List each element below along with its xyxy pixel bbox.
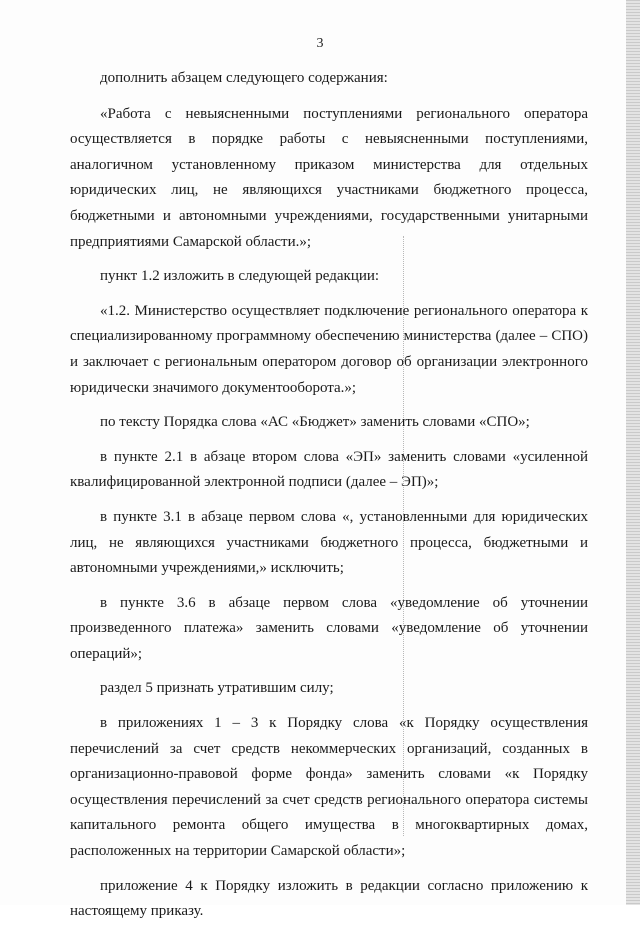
paragraph: дополнить абзацем следующего содержания: [100,70,388,86]
paragraph: «Работа с невыясненными поступлениями регионального оператора осуществляется в порядке работы с невыясненными поступлениями, аналогичном установленному приказом министерства для отдельных юридических лиц, не являющихся участниками бюджетного процесса, бюджетными и автономными учреждениями, государственными унитарными предприятиями Самарской области.»; [70,105,588,250]
scan-edge-pattern [626,0,640,905]
page-number: 3 [316,36,324,51]
document-body [70,66,588,925]
paragraph: приложение 4 к Порядку изложить в редакции согласно приложению к настоящему приказу. [70,877,588,920]
paragraph: в пункте 3.1 в абзаце первом слова «, установленными для юридических лиц, не являющихся участниками бюджетного процесса, бюджетными и автономными учреждениями,» исключить; [70,508,588,577]
paragraph: раздел 5 признать утратившим силу; [100,680,334,697]
paragraph: пункт 1.2 изложить в следующей редакции: [100,268,380,285]
paragraph: в приложениях 1 – 3 к Порядку слова «к Порядку осуществления перечислений за счет средств некоммерческих организаций, созданных в организационно-правовой форме фонда» заменить словами «к Порядку осуществления перечислений за счет средств регионального оператора системы капитального ремонта общего имущества в многоквартирных домах, расположенных на территории Самарской области»; [70,715,588,860]
paragraph: в пункте 2.1 в абзаце втором слова «ЭП» заменить словами «усиленной квалифицированной электронной подписи (далее – ЭП)»; [70,448,588,491]
paragraph: по тексту Порядка слова «АС «Бюджет» заменить словами «СПО»; [100,414,530,431]
paragraph: «1.2. Министерство осуществляет подключение регионального оператора к специализированному программному обеспечению министерства (далее – СПО) и заключает с региональным оператором договор об организации электронного юридически значимого документооборота.»; [70,302,588,396]
paragraph: в пункте 3.6 в абзаце первом слова «уведомление об уточнении произведенного платежа» заменить словами «уведомление об уточнении операций»; [70,594,588,662]
